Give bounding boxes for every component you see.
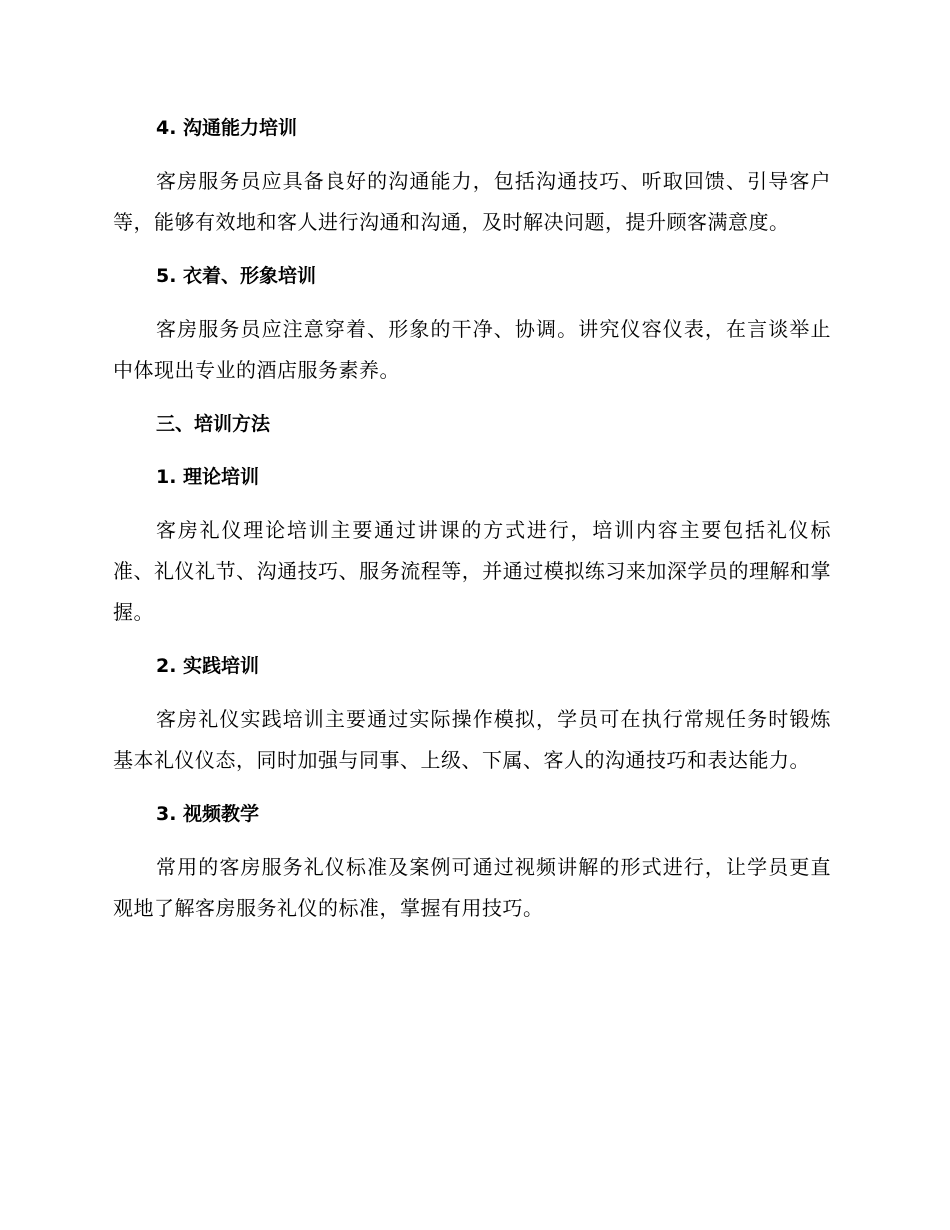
paragraph-practice-training: 客房礼仪实践培训主要通过实际操作模拟，学员可在执行常规任务时锻炼基本礼仪仪态，同时加强与同事、上级、下属、客人的沟通技巧和表达能力。 <box>113 707 831 772</box>
section-heading-practice-training: 2. 实践培训 <box>156 655 260 677</box>
section-heading-theory-training: 1. 理论培训 <box>156 466 260 488</box>
section-heading-training-methods: 三、培训方法 <box>156 413 271 435</box>
paragraph-theory-training: 客房礼仪理论培训主要通过讲课的方式进行，培训内容主要包括礼仪标准、礼仪礼节、沟通技巧、服务流程等，并通过模拟练习来加深学员的理解和掌握。 <box>113 518 831 624</box>
paragraph-video-teaching: 常用的客房服务礼仪标准及案例可通过视频讲解的形式进行，让学员更直观地了解客房服务礼仪的标准，掌握有用技巧。 <box>113 855 831 920</box>
section-heading-appearance-training: 5. 衣着、形象培训 <box>156 265 317 287</box>
paragraph-appearance-training: 客房服务员应注意穿着、形象的干净、协调。讲究仪容仪表，在言谈举止中体现出专业的酒店服务素养。 <box>113 317 831 382</box>
section-heading-communication-training: 4. 沟通能力培训 <box>156 117 298 139</box>
section-heading-video-teaching: 3. 视频教学 <box>156 803 260 825</box>
document-body <box>113 108 831 929</box>
paragraph-communication-training: 客房服务员应具备良好的沟通能力，包括沟通技巧、听取回馈、引导客户等，能够有效地和客人进行沟通和沟通，及时解决问题，提升顾客满意度。 <box>113 169 831 234</box>
